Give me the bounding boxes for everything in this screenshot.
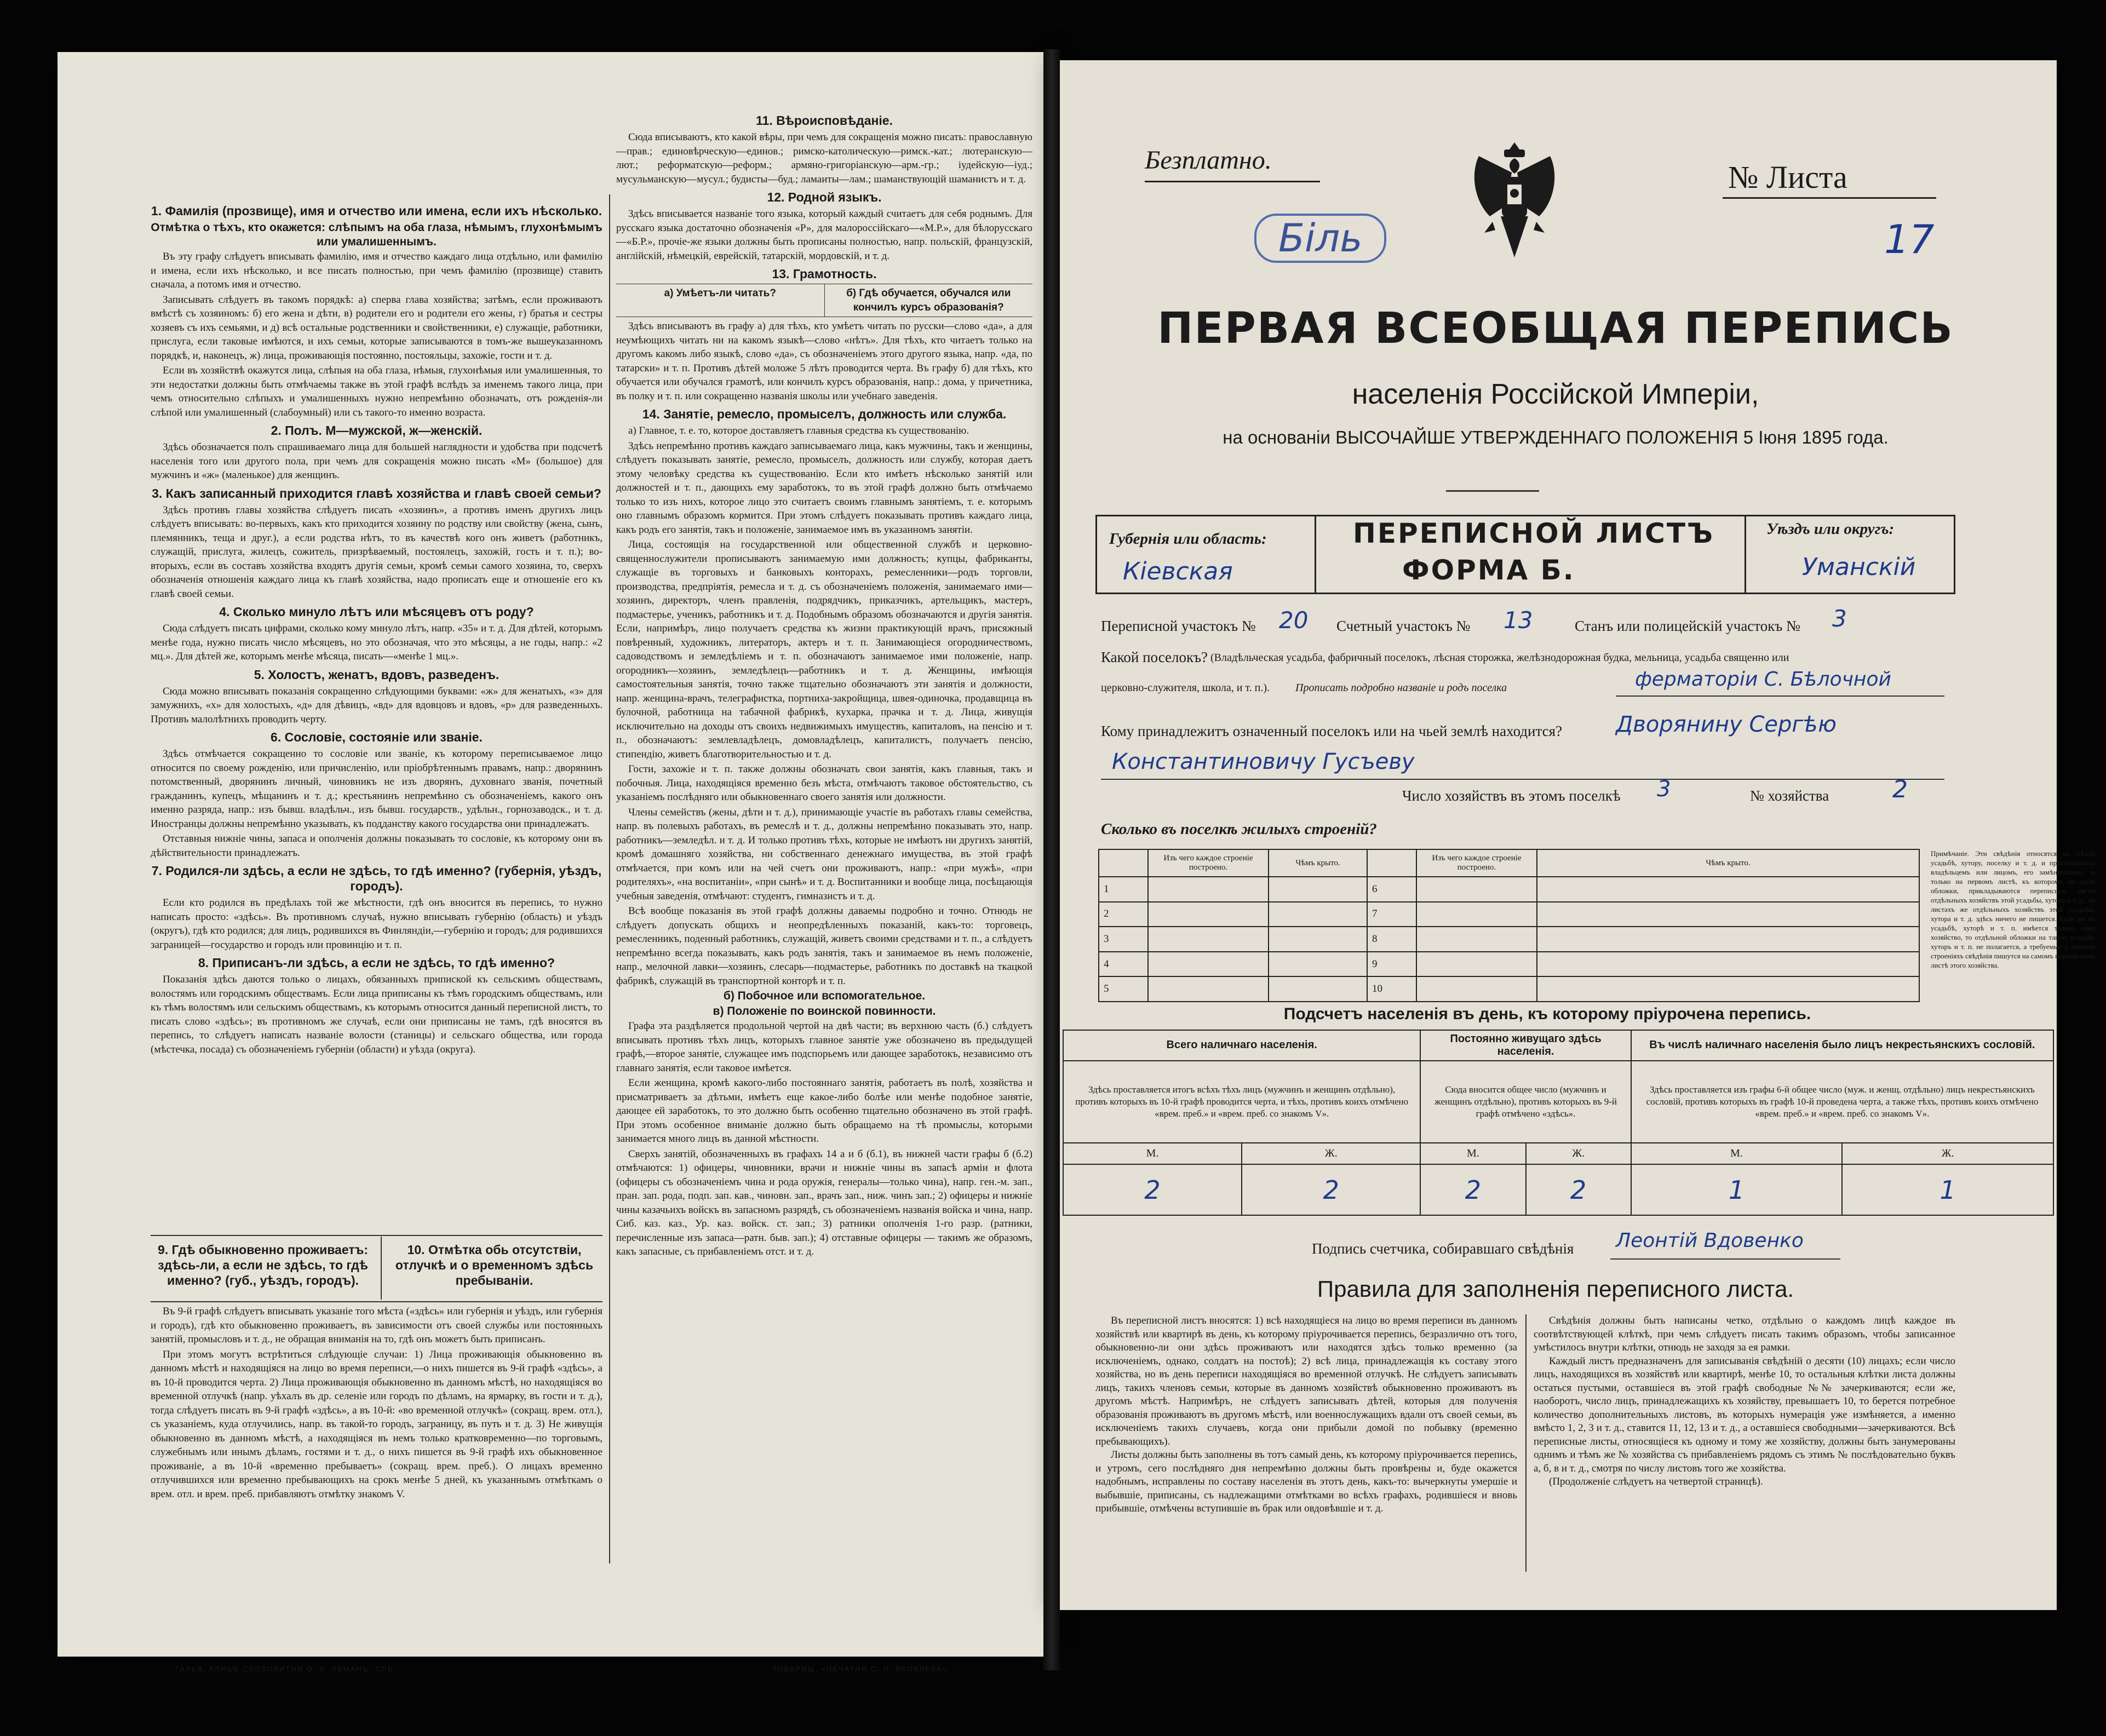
paragraph: Если кто родился въ предѣлахъ той же мѣстности, гдѣ онъ вносится въ перепись, то нужно написать просто: «здѣсь». Въ противномъ случаѣ, нужно вписывать губернію (область) и уѣздъ (округъ), гдѣ кто родился; для лицъ, родившихся въ Финляндіи,—губернію и городъ; для родившихся заграницей—государство и городъ или провинцію и т. п. <box>151 897 602 951</box>
free-underline <box>1145 181 1320 182</box>
uezd-label: Уѣздъ или округъ: <box>1766 520 1895 538</box>
household-number-label: № хозяйства <box>1750 787 1829 804</box>
paragraph: Въ 9-й графѣ слѣдуетъ вписывать указаніе того мѣста («здѣсь» или губернія и уѣздъ, или губернія и городъ), гдѣ кто обыкновенно проживаетъ, въ зависимости отъ своей службы или постоянныхъ занятій, промысловъ и т. д., не обращая вниманія на то, гдѣ онъ можетъ быть приписанъ. <box>151 1306 602 1345</box>
sheet-number-line <box>1723 197 1936 199</box>
paragraph: Сюда слѣдуетъ писать цифрами, сколько кому минуло лѣтъ, напр. «35» и т. д. Для дѣтей, которымъ менѣе года, нужно писать число мѣсяцевъ, но это обозначая, что это мѣсяцы, а не годы, напр.: «2 мц.». Для дѣтей же, которымъ менѣе мѣсяца, писать—«менѣе 1 мц.». <box>151 623 602 662</box>
building-row-number: 2 <box>1099 902 1148 927</box>
rules-right-column <box>1534 1314 1955 1577</box>
population-count-value[interactable]: 2 <box>1420 1164 1525 1215</box>
instructions-column-2 <box>616 110 1032 1566</box>
paragraph: Сверхъ занятій, обозначенныхъ въ графахъ 14 а и б (б.1), въ нижней части графы б (б.2) отмѣчаются: 1) офицеры, чиновники, врачи и нижніе чины въ запасѣ армiи и флота (офицеры съ обозначеніемъ чина и рода оружія, генералы—только чина), напр. ген.-м. зап., пран. зап. рода, подп. зап. кав., чиновн. зап., врачъ зап., ниж. чинъ зап.; 2) офицеры и нижніе чины казачьихъ войскъ въ запасномъ разрядѣ, съ обозначеніемъ названія войска и чина, напр. Сиб. каз. каз., Ур. каз. войск. ст. зап.; 3) ратники ополченія 1-го разр. (ратники, перечисленные изъ запаса—ратн. быв. зап.); 4) отставные офицеры — такимъ же образомъ, какъ запасные, съ прибавленіемъ отст. и т. д. <box>616 1148 1032 1257</box>
count-column-header: Въ числѣ наличнаго населенія было лицъ некрестьянскихъ сословій. <box>1631 1030 2053 1061</box>
sheet-number-value: 17 <box>1884 216 1935 262</box>
title-rule <box>1446 490 1539 492</box>
section-subheading: б) Побочное или вспомогательное. <box>723 990 926 1002</box>
buildings-note: Примѣчаніе. Эти свѣдѣнія относятся къ цѣлой усадьбѣ, хутору, поселку и т. д. и проставляются владѣльцемъ или лицомъ, его замѣняющимъ, и только на первомъ листѣ, къ которому, въ видѣ обложки, прикладываются переписные листы отдѣльныхъ хозяйствъ этой усадьбы, хутора и т. д.; на листахъ же отдѣльныхъ хозяйствъ этой усадьбы, хутора и т. д. здѣсь ничего не пишется. Если же въ усадьбѣ, хуторѣ и т. п. имѣется только одно хозяйство, то отдѣльной обложки на такую усадьбу, хуторъ и т. п. не полагается, а требуемые о жилыхъ строеніяхъ свѣдѣнія пишутся на самомъ переписномъ листѣ этого хозяйства. <box>1931 849 2095 969</box>
rule-paragraph: (Продолженіе слѣдуетъ на четвертой страницѣ). <box>1549 1476 1763 1487</box>
buildings-table <box>1098 849 1920 1002</box>
section-heading: 13. Грамотность. <box>772 267 877 281</box>
count-column-description: Здѣсь проставляется изъ графы 6-й общее число (муж. и женщ. отдѣльно) лицъ некрестьянскихъ сословій, противъ которыхъ въ графѣ 10-й проведена черта, а также тѣхъ, противъ коихъ отмѣчено «врем. преб.» и «врем. преб. со знакомъ V». <box>1631 1061 2053 1143</box>
building-cell[interactable] <box>1269 952 1367 977</box>
signature-value: Леонтій Вдовенко <box>1616 1229 1804 1252</box>
building-row-number: 8 <box>1367 927 1416 952</box>
building-cell[interactable] <box>1416 902 1537 927</box>
building-cell[interactable] <box>1269 927 1367 952</box>
building-cell[interactable] <box>1148 877 1269 902</box>
building-cell[interactable] <box>1148 902 1269 927</box>
building-row-number: 7 <box>1367 902 1416 927</box>
rules-divider <box>1525 1314 1527 1572</box>
section-heading: 1. Фамилія (прозвище), имя и отчество или имена, если ихъ нѣсколько. <box>151 204 602 218</box>
section-heading: 5. Холостъ, женатъ, вдовъ, разведенъ. <box>254 667 500 682</box>
paragraph: Здѣсь отмѣчается сокращенно то сословіе или званіе, къ которому переписываемое лицо относится по своему рожденію, или причисленію, или пріобрѣтеннымъ правамъ, напр.: дворянинъ потомственный, дворянинъ личный, чиновникъ не изъ дворянъ, духовнаго званія, почетный гражданинъ, купецъ, мѣщанинъ и т. д.; крестьянинъ непремѣнно съ обозначеніемъ, какого онъ именно разряда, напр.: изъ бывш. владѣльч., изъ бывш. государств., удѣльн., горнозаводск., и т. д. Иностранцы должны непремѣнно указывать, къ подданству какого государства они принадлежатъ. <box>151 748 602 830</box>
owner-line <box>1101 779 1944 780</box>
middle-imprint: ТОВАРИЩ. «ПЕЧАТНЯ С. П. ЯКОВЛЕВА». <box>772 1665 951 1673</box>
q10-header <box>386 1239 602 1299</box>
rules-left-column <box>1095 1314 1517 1572</box>
building-cell[interactable] <box>1148 952 1269 977</box>
paragraph: Здѣсь непремѣнно противъ каждаго записываемаго лица, какъ мужчины, такъ и женщины, слѣдуетъ показывать занятіе, ремесло, промыселъ, должность или службу, которая даетъ этому человѣку средства къ существованію. Если кто имѣетъ нѣсколько занятій или должностей и т. п., дающихъ ему заработокъ, то въ этой графѣ должно быть отмѣчаемо только то изъ нихъ, которое лицо это считаетъ своимъ главнымъ занятіемъ, т. е. которымъ оно главнымъ образомъ кормится. При этомъ слѣдуетъ показывать противъ каждаго лица, какъ родъ его занятія, такъ и положеніе, занимаемое имъ въ указанномъ занятіи. <box>616 440 1032 536</box>
building-row-number: 4 <box>1099 952 1148 977</box>
paragraph: Показанія здѣсь даются только о лицахъ, обязанныхъ припиской къ сельскимъ обществамъ, волостямъ или городскимъ обществамъ. Если лица приписаны къ тѣмъ городскимъ обществамъ, или къ тѣмъ волостямъ или сельскимъ обществамъ, къ которымъ относится данный переписной листъ, то писать слово «здѣсь»; въ противномъ же случаѣ, если они приписаны не тамъ, гдѣ вносятся въ перепись, то слѣдуетъ написать названіе волости (станицы) и сельскаго общества, или города (мѣстечка, посада) съ обозначеніемъ губерніи (области) и уѣзда (округа). <box>151 974 602 1055</box>
section-heading: 3. Какъ записанный приходится главѣ хозяйства и главѣ своей семьи? <box>152 486 601 501</box>
form-subtitle: ФОРМА Б. <box>1402 554 1575 586</box>
building-cell[interactable] <box>1148 927 1269 952</box>
stan-value: 3 <box>1832 605 1847 632</box>
uezd-value: Уманскій <box>1802 553 1916 581</box>
section-heading: 10. Отмѣтка обь отсутствіи, отлучкѣ и о временномъ здѣсь пребываніи. <box>395 1243 594 1287</box>
settlement-line <box>1616 695 1944 697</box>
counting-district-label: Счетный участокъ № <box>1336 618 1471 634</box>
column-divider <box>609 194 610 1563</box>
household-number-value: 2 <box>1892 775 1908 803</box>
population-count-value[interactable]: 1 <box>1842 1164 2053 1215</box>
settlement-hint-2: церковно-служителя, школа, и т. п.). <box>1101 682 1270 694</box>
count-column-description: Сюда вносится общее число (мужчинъ и женщинъ отдѣльно), противъ которыхъ въ 9-й графѣ отмѣчено «здѣсь». <box>1420 1061 1631 1143</box>
building-cell[interactable] <box>1148 976 1269 1002</box>
section-heading: 6. Сословіе, состояніе или званіе. <box>271 730 483 744</box>
left-imprint: ГАЛЬВ. КЛИШЕ СЛОВОЛИТНИ О. И. ЛЕМАНЪ, СПБ. <box>175 1665 397 1673</box>
buildings-table-row <box>1099 877 1919 902</box>
households-label: Число хозяйствъ въ этомъ поселкѣ <box>1402 787 1621 804</box>
paragraph: Всѣ вообще показанія въ этой графѣ должны даваемы подробно и точно. Отнюдь не слѣдуетъ допускать общихъ и неопредѣленныхъ показаній, какъ-то: торговецъ, ремесленникъ, поденный работникъ, служащій, живетъ своими средствами и т. п., а слѣдуетъ непремѣнно всегда показывать, какъ родъ занятія, такъ и занимаемое въ немъ положеніе, напр., мелочной лавки—хозяинъ, слесарь—подмастерье, работникъ по доставкѣ на ткацкой фабрикѣ, служащій въ транспортной конторѣ и т. п. <box>616 905 1032 987</box>
form-box-divider-left <box>1315 515 1316 594</box>
buildings-table-header <box>1099 849 1148 877</box>
population-count-title: Подсчетъ населенія въ день, къ которому пріурочена перепись. <box>1283 1005 1811 1023</box>
counting-district-value: 13 <box>1504 607 1533 634</box>
building-row-number: 6 <box>1367 877 1416 902</box>
buildings-table-row <box>1099 927 1919 952</box>
male-subheader: М. <box>1063 1143 1242 1164</box>
section-heading: 11. Вѣроисповѣданіе. <box>756 113 893 128</box>
census-district-label: Переписной участокъ № <box>1101 618 1256 634</box>
female-subheader: Ж. <box>1842 1143 2053 1164</box>
paragraph: Члены семействъ (жены, дѣти и т. д.), принимающіе участіе въ работахъ главы семейства, напр. въ полевыхъ работахъ, въ ремеслѣ и т. д., должны непремѣнно показывать это, напр. работникъ—земледѣл. и т. д. И только противъ тѣхъ, которые не имѣютъ ни другихъ занятій, кромѣ домашняго хозяйства, ни собственнаго денежнаго имущества, въ этой графѣ отмѣчается, при комъ или на чей счетъ они проживаютъ, напр.: «при мужѣ», «при родителяхъ», «на воспитаніи», «при сынѣ» и т. д. Воспитанники и вообще лица, посѣщающія учебныя заведенія, отмѣчают: студентъ, гимназистъ и т. д. <box>616 806 1032 902</box>
buildings-table-header: Изъ чего каждое строеніе построено. <box>1148 849 1269 877</box>
rules-title: Правила для заполненія переписного листа. <box>1317 1276 1794 1302</box>
building-cell[interactable] <box>1269 877 1367 902</box>
paragraph: Здѣсь вписывается названіе того языка, который каждый считаетъ для себя роднымъ. Для русскаго языка достаточно обозначенія «Р», для малороссійскаго—«М.Р.», для бѣлорусскаго—«Б.Р.», прочіе-же языки должны быть прописаны полностью, напр. польскій, французскій, англійскій, нѣмецкій, еврейскій, татарскій, мордовскій, и т. д. <box>616 208 1032 262</box>
building-cell[interactable] <box>1537 976 1919 1002</box>
buildings-table-header: Чѣмъ крыто. <box>1537 849 1919 877</box>
paragraph: Гости, захожіе и т. п. также должны обозначать свои занятія, какъ главныя, такъ и побочныя. Лица, находящіяся временно безъ мѣста, отмѣчаютъ таковое обстоятельство, съ указаніемъ послѣдняго или обыкновеннаго своего занятія или должности. <box>616 763 1032 803</box>
population-count-value[interactable]: 1 <box>1631 1164 1843 1215</box>
building-cell[interactable] <box>1416 927 1537 952</box>
section-heading: 12. Родной языкъ. <box>767 190 882 204</box>
form-box-divider-right <box>1745 515 1746 594</box>
rule-paragraph: Листы должны быть заполнены въ тотъ самый день, къ которому пріурочивается перепись, и утромъ, сего послѣдняго дня непремѣнно должны быть провѣрены и, буде окажется надобнымъ, исправлены по составу населенія въ этотъ день, какъ-то: вычеркнуты умершіе и выбывшіе, приписаны, съ надлежащими отмѣтками во всѣхъ графахъ, родившіеся и вновь прибывшіе, отмѣчены вступившіе въ брак или овдовѣвшіе и т. д. <box>1095 1449 1517 1514</box>
section-heading: 2. Полъ. М—мужской, ж—женскій. <box>271 423 483 438</box>
male-subheader: М. <box>1420 1143 1525 1164</box>
q9-q10-vdivider <box>381 1237 382 1300</box>
paragraph: Графа эта раздѣляется продольной чертой на двѣ части; въ верхнюю часть (б.) слѣдуетъ вписывать противъ тѣхъ лицъ, которыхъ главное занятіе уже обозначено въ предыдущей графѣ,—второе занятіе, служащее имъ подспорьемъ или дающее заработокъ, независимо отъ главнаго занятія, если таковое имѣется. <box>616 1020 1032 1074</box>
signature-line <box>1610 1258 1840 1260</box>
section-heading: 7. Родился-ли здѣсь, а если не здѣсь, то гдѣ именно? (губернія, уѣздъ, городъ). <box>151 864 602 893</box>
paragraph: Сюда можно вписывать показанія сокращенно слѣдующими буквами: «ж» для женатыхъ, «з» для замужнихъ, «х» для холостыхъ, «д» для дѣвицъ, «вд» для вдовцовъ и вдовъ, «р» для разведенныхъ. Противъ малолѣтнихъ проводить черту. <box>151 685 602 725</box>
owner-value-1: Дворянину Сергѣю <box>1616 712 1837 737</box>
settlement-hint: (Владѣльческая усадьба, фабричный поселокъ, лѣсная сторожка, желѣзнодорожная будка, мельница, усадьба священно или <box>1210 652 1789 664</box>
building-row-number: 5 <box>1099 976 1148 1002</box>
q9-q10-divider <box>151 1235 602 1236</box>
instructions-column-1 <box>151 200 602 1232</box>
paragraph: Если женщина, кромѣ какого-либо постояннаго занятія, работаетъ въ полѣ, хозяйства и присматриваетъ за дѣтьми, имѣетъ еще какое-либо болѣе или менѣе подобное занятіе, дающее ей заработокъ, то это должно быть особенно тщательно обозначено въ этой графѣ. При этомъ особенное вниманіе должно быть обращаемо на тѣ промыслы, которыми занимается много лицъ въ данной мѣстности. <box>616 1077 1032 1145</box>
rule-paragraph: Каждый листъ предназначенъ для записыванія свѣдѣній о десяти (10) лицахъ; если число лицъ, находящихся въ хозяйствѣ или квартирѣ, менѣе 10, то остальныя клѣтки листа должны остаться пустыми, оставшіеся въ этой графѣ свободные №№ зачеркиваются; если же, наоборотъ, число лицъ, принадлежащихъ къ хозяйству, превышаетъ 10, то берется потребное количество дополнительныхъ листовъ, въ которыхъ нумерація уже измѣняется, а именно вмѣсто 1, 2, 3 и т. д., ставится 11, 12, 13 и т. д., а оставшіеся свободными—зачеркиваются. Всѣ переписные листы, относящіеся къ одному и тому же хозяйству, должны быть занумерованы однимъ и тѣмъ же № хозяйства съ прибавленіемъ рядомъ съ этимъ № послѣдовательно буквъ а, б, в и т. д., смотря по числу листовъ того же хозяйства. <box>1534 1355 1955 1474</box>
population-count-value[interactable]: 2 <box>1063 1164 1242 1215</box>
literacy-subheading: а) Умѣетъ-ли читать? <box>616 284 825 317</box>
section-subheading: в) Положеніе по воинской повинности. <box>713 1004 936 1018</box>
imperial-eagle-emblem <box>1468 140 1561 266</box>
literacy-split-header <box>616 284 1032 317</box>
section-heading: 9. Гдѣ обыкновенно проживаетъ: здѣсь-ли, а если не здѣсь, то гдѣ именно? (губ., уѣздъ, городъ). <box>157 1243 369 1287</box>
settlement-question: Какой поселокъ? <box>1101 649 1208 665</box>
count-column-header: Всего наличнаго населенія. <box>1063 1030 1420 1061</box>
paragraph: При этомъ могутъ встрѣтиться слѣдующіе случаи: 1) Лица проживающія обыкновенно въ данномъ мѣстѣ и находящіяся на лицо во время переписи,—о нихъ пишется въ 9-й графѣ «здѣсь», а въ 10-й проводится черта. 2) Лица проживающія обыкновенно въ данномъ мѣстѣ, но находящіяся во временной отлучкѣ (напр. уѣхалъ въ др. селеніе или городъ по дѣламъ, на ярмарку, въ гости и т. д.), тогда слѣдуетъ писать въ 9-й графѣ «здѣсь», а въ 10-й: «во временной отлучкѣ» (сокращ. врем. отл.), съ указаніемъ, куда отлучились, напр. въ такой-то городъ, заграницу, въ путь и т. д. 3) Не живущія обыкновенно въ данномъ мѣстѣ, а находящіяся въ немъ только кратковременно—по торговымъ, служебнымъ или инымъ дѣламъ, гостями и т. д., о нихъ пишется въ 9-й графѣ ихъ обыкновенное проживаніе, а въ 10-й «временно пребываетъ» (сокращ. врем. преб.). О лицахъ временно отлучившихся или временно пребывающихъ на срокъ менѣе 5 дней, къ указаннымъ отмѣткамъ о врем. отл. и врем. преб. прибавляютъ отмѣтку знакомъ V. <box>151 1348 602 1500</box>
literacy-subheading: б) Гдѣ обучается, обучался или кончилъ курсъ образованія? <box>846 288 1011 313</box>
paragraph: Записывать слѣдуетъ въ такомъ порядкѣ: а) сперва глава хозяйства; затѣмъ, если проживаютъ вмѣстѣ съ хозяиномъ: б) его жена и дѣти, в) родители его и родители его жены, г) братья и сестры хозяевъ съ ихъ семьями, и д) всѣ остальные родственники и свойственники, е) служащіе, работники, прислуга, если таковые имѣются, и ихъ семьи, которые записываются в томъ-же вышеуказанномъ порядкѣ, и, наконецъ, ж) лица, проживающія постоянно, постояльцы, захожіе, гости и т. д. <box>151 294 602 361</box>
form-title: ПЕРЕПИСНОЙ ЛИСТЪ <box>1353 518 1714 549</box>
population-count-table <box>1063 1030 2054 1216</box>
paragraph: Лица, состоящія на государственной или общественной службѣ и церковно-священнослужители прописываютъ занимаемую ими должность; купцы, фабриканты, служащіе въ торговыхъ и банковыхъ конторахъ, ремесленники—родъ торговли, производства, предпріятія, ремесла и т. д. съ обозначеніемъ положенія, занимаемаго ими—хозяинъ, директоръ, членъ правленія, подрядчикъ, приказчикъ, артельщикъ, мастеръ, подмастерье, ученикъ, работникъ и т. д. Подобнымъ образомъ обозначаются и другія занятія. Если, напримѣръ, лицо получаетъ средства къ жизни практикующій врачъ, присяжный повѣренный, художникъ, литераторъ, актеръ и т. п. Занимающіеся огородничествомъ, садоводствомъ и земледѣліемъ и т. п. обозначаютъ занимаемое ими положеніе, напр. огородникъ—хозяинъ, земледѣлецъ—работникъ и т. д. Женщины, имѣющія самостоятельныя занятія, точно также тщательно обозначаютъ эти занятія и должности, напр. женщина-врачъ, телеграфистка, портниха-закройщица, швея-одиночка, продавщица въ булочной, работница на табачной фабрикѣ, кухарка, прачка и т. д. Лица, живущія исключительно на доходы отъ своихъ недвижимыхъ имуществъ, капиталовъ, на пенсію и т. п., обозначаютъ: землевладѣлецъ, домовладѣлецъ, капиталистъ, получаетъ пенсію, стипендію, живетъ благотворительностью и т. д. <box>616 539 1032 760</box>
building-cell[interactable] <box>1416 976 1537 1002</box>
building-cell[interactable] <box>1416 952 1537 977</box>
building-cell[interactable] <box>1537 877 1919 902</box>
free-of-charge: Безплатно. <box>1145 146 1272 175</box>
rule-paragraph: Въ переписной листъ вносятся: 1) всѣ находящіеся на лицо во время переписи въ данномъ хозяйствѣ или квартирѣ въ день, къ которому пріурочивается перепись, безразлично отъ того, обыкновенно-ли они здѣсь проживаютъ или находятся здѣсь только временно (за исключеніемъ, однако, солдатъ на постоѣ); 2) всѣ лица, принадлежащія къ составу этого хозяйства, но въ день переписи находящіяся во временной отлучкѣ. Не слѣдуетъ записывать лицъ, такихъ членовъ семьи, которые въ данномъ хозяйствѣ обыкновенно проживаютъ въ другомъ мѣстѣ. Напримѣръ, не слѣдуетъ записывать дѣтей, которыя для полученія образованія проживаютъ въ другомъ мѣстѣ, или военнослужащихъ вдали отъ своей семьи, въ исключеніемъ такихъ случаевъ, когда они прибыли домой по побывку (временно пребывающихъ). <box>1095 1315 1517 1447</box>
page-fold <box>1043 49 1060 1670</box>
settlement-value: ферматоріи С. Бѣлочной <box>1635 668 1891 691</box>
male-subheader: М. <box>1631 1143 1843 1164</box>
building-row-number: 1 <box>1099 877 1148 902</box>
building-cell[interactable] <box>1537 902 1919 927</box>
census-title: ПЕРВАЯ ВСЕОБЩАЯ ПЕРЕПИСЬ <box>1157 304 1954 353</box>
census-district-value: 20 <box>1279 607 1309 634</box>
gubernia-value: Кіевская <box>1123 557 1233 585</box>
paragraph: Въ эту графу слѣдуетъ вписывать фамилію, имя и отчество каждаго лица отдѣльно, или фамилію и имена, если ихъ нѣсколько, и все писать полностью, при чемъ фамилію (прозвище) ставить сначала, а потомъ имя и отчество. <box>151 251 602 290</box>
female-subheader: Ж. <box>1526 1143 1631 1164</box>
owner-value-2: Константиновичу Гусъеву <box>1112 749 1415 774</box>
building-cell[interactable] <box>1416 877 1537 902</box>
building-row-number: 3 <box>1099 927 1148 952</box>
paragraph: Сюда вписываютъ, кто какой вѣры, при чемъ для сокращенія можно писать: православную—прав.; единовѣрческую—единов.; римско-католическую—римск.-кат.; лютеранскую—лют.; реформатскую—реформ.; армяно-григоріанскую—арм.-гр.; іудейскую—іуд.; мусульманскую—мусул.; будисты—буд.; ламаиты—лам.; шаманствующій шаманистъ и т. д. <box>616 131 1032 185</box>
paragraph: Отставныя нижніе чины, запаса и ополченія должны показывать то сословіе, къ которому они въ дѣйствительности принадлежатъ. <box>151 833 602 859</box>
population-count-value[interactable]: 2 <box>1526 1164 1631 1215</box>
building-row-number: 9 <box>1367 952 1416 977</box>
section-heading: 14. Занятіе, ремесло, промыселъ, должность или служба. <box>642 407 1007 421</box>
buildings-question: Сколько въ поселкѣ жилыхъ строеній? <box>1101 820 1377 838</box>
q9-header <box>151 1239 375 1299</box>
count-column-header: Постоянно живущаго здѣсь населенія. <box>1420 1030 1631 1061</box>
population-count-value[interactable]: 2 <box>1242 1164 1420 1215</box>
instructions-column-1-tail <box>151 1304 602 1649</box>
census-basis: на основаніи ВЫСОЧАЙШЕ УТВЕРЖДЕННАГО ПОЛОЖЕНІЯ 5 Іюня 1895 года. <box>1223 427 1889 447</box>
female-subheader: Ж. <box>1242 1143 1420 1164</box>
buildings-table-header: Чѣмъ крыто. <box>1269 849 1367 877</box>
census-subtitle: населенія Россійской Имперіи, <box>1352 378 1759 410</box>
building-cell[interactable] <box>1537 927 1919 952</box>
buildings-table-row <box>1099 952 1919 977</box>
owner-question: Кому принадлежитъ означенный поселокъ или на чьей землѣ находится? <box>1101 723 1562 739</box>
paragraph: Здѣсь обозначается полъ спрашиваемаго лица для большей наглядности и удобства при подсчетѣ населенія того или другого пола, при чемъ для сокращенія можно писать «М» (большое) для мужчинъ и «ж» (маленькое) для женщинъ. <box>151 441 602 481</box>
stan-label: Станъ или полицейскій участокъ № <box>1575 618 1800 634</box>
households-value: 3 <box>1657 777 1671 802</box>
settlement-hint-3: Прописать подробно названіе и родъ поселка <box>1295 682 1507 694</box>
buildings-table-row <box>1099 902 1919 927</box>
rule-paragraph: Свѣдѣнія должны быть написаны четко, отдѣльно о каждомъ лицѣ каждое въ соотвѣтствующей клѣткѣ, при чемъ слѣдуетъ писать такимъ образомъ, чтобы записанное умѣстилось внутри клѣтки, отнюдь не заходя за ея рамки. <box>1534 1315 1955 1353</box>
sheet-number-label: № Листа <box>1728 159 1847 195</box>
paragraph: Здѣсь противъ главы хозяйства слѣдуетъ писать «хозяинъ», а противъ именъ другихъ лицъ слѣдуетъ вписывать: во-первыхъ, какъ кто приходится хозяину по родству или свойству (жена, сынъ, племянникъ, теща и друг.), а если родства нѣтъ, то въ качествѣ кого онъ живетъ (работникъ, служащій, прислуга, жилецъ, сожитель, призрѣваемый, постоялецъ, захожій, гость и т. п.); во-вторыхъ, если въ составъ хозяйства входятъ другія семьи, кромѣ семьи самого хозяина, то, сверхъ обозначенія отношенія каждаго лица къ главѣ хозяйства, надо прописать еще и отношеніе его къ главѣ своей семьи. <box>151 504 602 600</box>
count-column-description: Здѣсь проставляется итогъ всѣхъ тѣхъ лицъ (мужчинъ и женщинъ отдѣльно), противъ которыхъ въ 10-й графѣ проводится черта, и тѣхъ, противъ коихъ отмѣчено «врем. преб.» и «врем. преб. со знакомъ V». <box>1063 1061 1420 1143</box>
archive-stamp: Біль <box>1254 214 1386 263</box>
building-cell[interactable] <box>1269 902 1367 927</box>
q9-q10-bottom <box>151 1301 602 1302</box>
building-cell[interactable] <box>1537 952 1919 977</box>
paragraph: Если въ хозяйствѣ окажутся лица, слѣпыя на оба глаза, нѣмыя, глухонѣмыя или умалишенныя, то эти недостатки должны быть отмѣчаемы также въ этой графѣ вслѣдъ за именемъ такого лица, при чемъ относительно слѣпыхъ и умалишенныхъ нужно непремѣнно обозначать, отъ рожденія-ли слѣпой или умалишенный (слабоумный) или съ такого-то именно возраста. <box>151 365 602 418</box>
gubernia-label: Губернія или область: <box>1109 530 1267 548</box>
paragraph: Здѣсь вписываютъ въ графу а) для тѣхъ, кто умѣетъ читать по русски—слово «да», а для неумѣющихъ читать ни на какомъ языкѣ—слово «нѣтъ». Для тѣхъ, кто читаетъ только на другомъ какомъ либо языкѣ, слово «да», съ обозначеніемъ этого другого языка, напр. «да, по татарски» и т. п. Противъ дѣтей моложе 5 лѣтъ проводится черта. Въ графу б) для тѣхъ, кто обучается или обучался грамотѣ, или кончилъ курсъ образованія, напр.: дома, у причетника, въ полку и т. п. или сокращенно названія школы или учебнаго заведенія. <box>616 320 1032 402</box>
section-subheading: Отмѣтка о тѣхъ, кто окажется: слѣпымъ на оба глаза, нѣмымъ, глухонѣмымъ или умалишеннымъ. <box>151 221 602 248</box>
building-row-number: 10 <box>1367 976 1416 1002</box>
signature-label: Подпись счетчика, собиравшаго свѣдѣнія <box>1312 1240 1574 1257</box>
section-heading: 8. Приписанъ-ли здѣсь, а если не здѣсь, то гдѣ именно? <box>198 956 555 970</box>
building-cell[interactable] <box>1269 976 1367 1002</box>
buildings-table-header: Изъ чего каждое строеніе построено. <box>1416 849 1537 877</box>
section-heading: 4. Сколько минуло лѣтъ или мѣсяцевъ отъ роду? <box>219 605 534 619</box>
buildings-table-row <box>1099 976 1919 1002</box>
paragraph: а) Главное, т. е. то, которое доставляетъ главныя средства къ существованію. <box>628 425 969 436</box>
buildings-table-header <box>1367 849 1416 877</box>
